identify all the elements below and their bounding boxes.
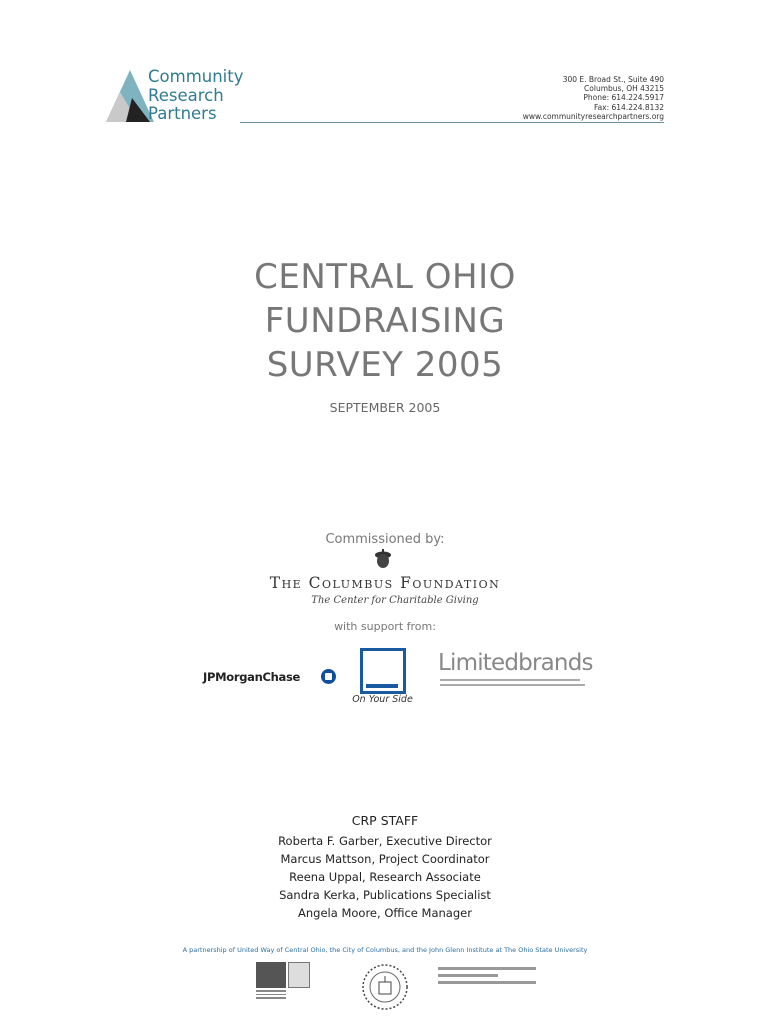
staff-member: Angela Moore, Office Manager xyxy=(298,906,472,920)
staff-heading: CRP STAFF xyxy=(351,813,419,828)
john-glenn-institute-logo xyxy=(438,967,538,991)
header-rule xyxy=(240,122,664,123)
report-title xyxy=(0,255,770,387)
city-of-columbus-seal-icon xyxy=(360,962,410,1012)
crp-logo xyxy=(106,68,266,128)
nationwide-tagline: On Your Side xyxy=(352,694,413,705)
staff-member: Reena Uppal, Research Associate xyxy=(289,870,481,884)
limitedbrands-logo: Limitedbrands xyxy=(438,650,593,676)
commissioned-label: Commissioned by: xyxy=(325,532,445,547)
staff-member: Roberta F. Garber, Executive Director xyxy=(278,834,492,848)
logo-line-community: Community xyxy=(148,67,244,86)
jpmorgan-logo: JPMorganChase xyxy=(203,670,301,684)
city-seal-icon xyxy=(288,962,310,988)
united-way-logo-icon xyxy=(256,962,286,988)
address-block xyxy=(523,75,664,121)
address-fax: Fax: 614.224.8132 xyxy=(593,102,664,112)
jpmorgan-octagon-icon xyxy=(321,669,336,684)
partnership-line: A partnership of United Way of Central Ohio, the City of Columbus, and the John Glenn Institute at The Ohio State University xyxy=(182,946,588,954)
united-way-subtext xyxy=(256,990,286,998)
acorn-icon xyxy=(373,549,393,569)
foundation-name: The Columbus Foundation xyxy=(269,574,501,592)
foundation-tagline: The Center for Charitable Giving xyxy=(311,595,479,606)
staff-member: Marcus Mattson, Project Coordinator xyxy=(280,852,490,866)
title-line-3: SURVEY 2005 xyxy=(266,345,504,385)
crp-logo-text xyxy=(148,68,244,124)
report-date: SEPTEMBER 2005 xyxy=(329,400,441,415)
nationwide-band xyxy=(366,684,398,688)
staff-list xyxy=(0,832,770,922)
staff-member: Sandra Kerka, Publications Specialist xyxy=(279,888,491,902)
logo-line-partners: Partners xyxy=(148,104,217,123)
address-web: www.communityresearchpartners.org xyxy=(522,111,664,121)
support-label: with support from: xyxy=(334,620,436,633)
title-line-2: FUNDRAISING xyxy=(264,301,506,341)
address-phone: Phone: 614.224.5917 xyxy=(583,93,664,103)
title-line-1: CENTRAL OHIO xyxy=(254,257,516,297)
logo-line-research: Research xyxy=(148,85,224,105)
address-street: 300 E. Broad St., Suite 490 xyxy=(562,75,664,84)
limitedbrands-subtext xyxy=(440,679,590,691)
address-city: Columbus, OH 43215 xyxy=(584,84,664,94)
